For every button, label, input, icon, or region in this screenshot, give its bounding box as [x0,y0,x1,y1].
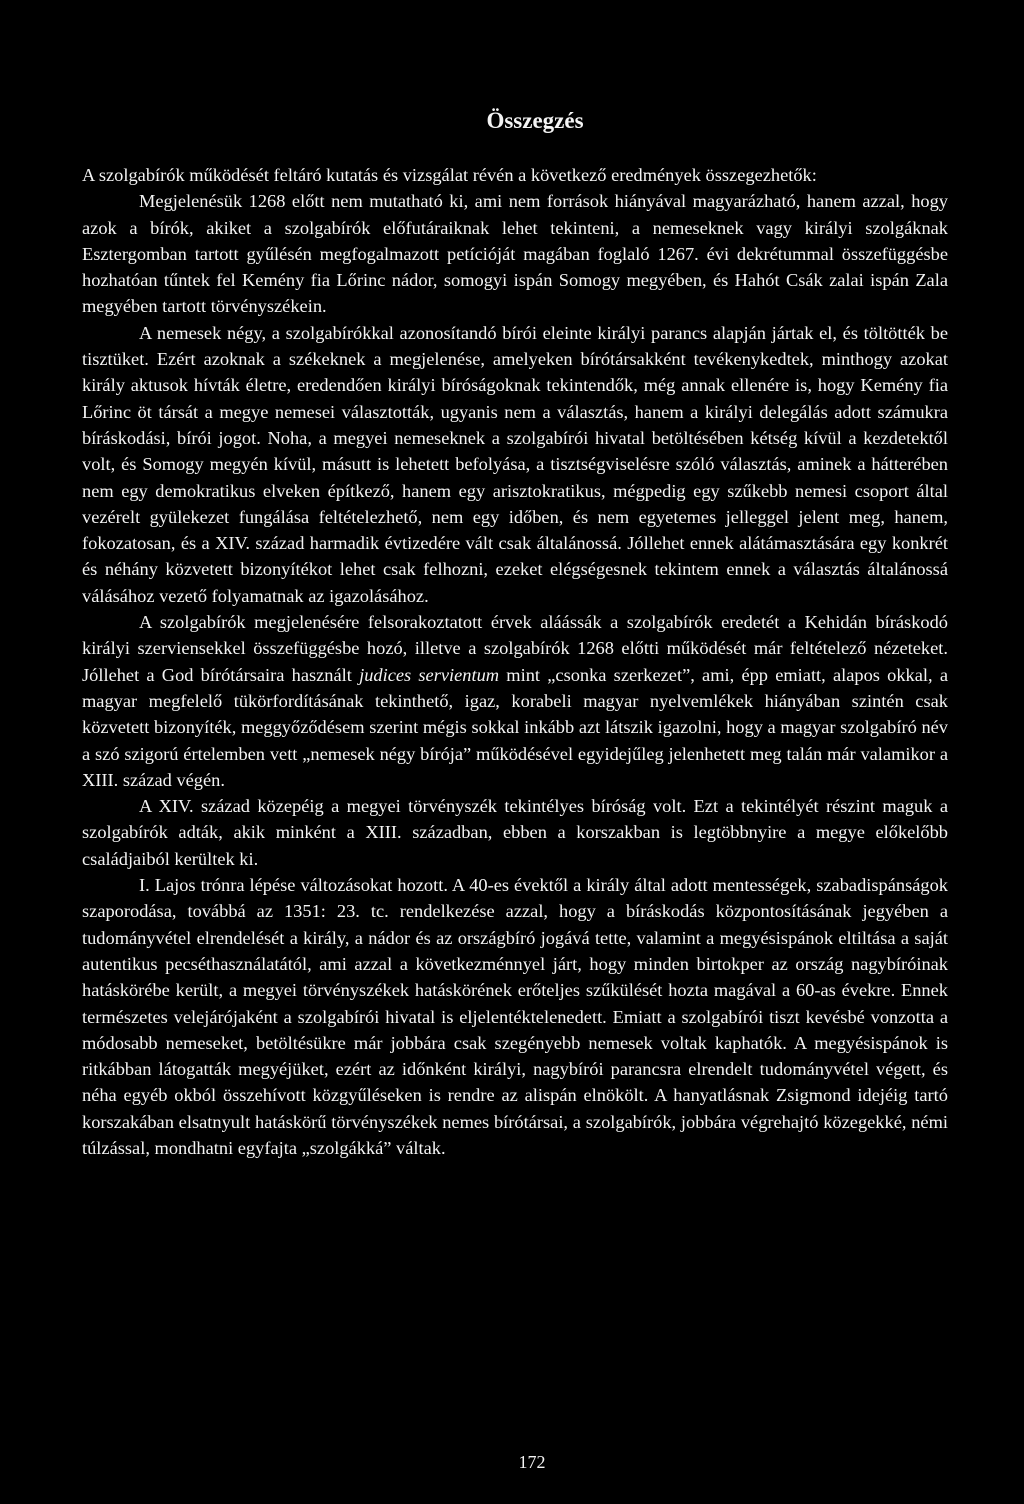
paragraph-4: A XIV. század közepéig a megyei törvényszék tekintélyes bíróság volt. Ezt a tekintélyét részint maguk a szolgabírók adták, akik minként a XIII. században, ebben a korszakban is legtöbbnyire a megye előkelőbb családjaiból kerültek ki. [82,796,948,869]
body-text [82,162,948,1161]
paragraph-5: I. Lajos trónra lépése változásokat hozott. A 40-es évektől a király által adott mentességek, szabadispánságok szaporodása, továbbá az 1351: 23. tc. rendelkezése azzal, hogy a bíráskodás központosításának jegyében a tudományvétel elrendelését a király, a nádor és az országbíró jogává tette, valamint a megyésispánok eltiltása a saját autentikus pecséthasználatától, ami azzal a következménnyel járt, hogy minden birtokper az ország nagybíróinak hatáskörébe került, a megyei törvényszékek hatáskörének erőteljes szűkülését hozta magával a 60-as évekre. Ennek természetes velejárójaként a szolgabírói hivatal is eljelentéktelenedett. Emiatt a szolgabírói tiszt kevésbé vonzotta a módosabb nemeseket, betöltésükre már jobbára csak szegényebb nemesek voltak kaphatók. A megyésispánok is ritkábban látogatták megyéjüket, ezért az időnként királyi, nagybírói parancsra elrendelt tudományvétel végett, és néha egyéb okból összehívott közgyűléseken is rendre az alispán elnökölt. A hanyatlásnak Zsigmond idejéig tartó korszakában elsatnyult hatáskörű törvényszékek nemes bírótársai, a szolgabírók, jobbára végrehajtó közegekké, némi túlzással, mondhatni egyfajta „szolgákká” váltak. [82,875,948,1158]
page-title: Összegzés [486,108,584,133]
paragraph-intro: A szolgabírók működését feltáró kutatás és vizsgálat révén a következő eredmények összegezhetők: [82,165,817,185]
paragraph-3 [82,609,948,793]
paragraph-2: A nemesek négy, a szolgabírókkal azonosítandó bírói eleinte királyi parancs alapján jártak el, és töltötték be tisztüket. Ezért azoknak a székeknek a megjelenése, amelyeken bírótársakként tevékenykedtek, minthogy azokat király aktusok hívták életre, eredendően királyi bíróságoknak tekintendők, még annak ellenére is, hogy Kemény fia Lőrinc öt társát a megye nemesei választották, ugyanis nem a választás, hanem a királyi delegálás adott számukra bíráskodási, bírói jogot. Noha, a megyei nemeseknek a szolgabírói hivatal betöltésében kétség kívül a kezdetektől volt, és Somogy megyén kívül, másutt is lehetett befolyása, a tisztségviselésre szóló választás, aminek a hátterében nem egy demokratikus elveken építkező, hanem egy arisztokratikus, mégpedig egy szűkebb nemesi csoport által vezérelt gyülekezet fungálása feltételezhető, nem egy időben, és nem egyetemes jelleggel jelent meg, hanem, fokozatosan, és a XIV. század harmadik évtizedére vált csak általánossá. Jóllehet ennek alátámasztására egy konkrét és néhány közvetett bizonyítékot lehet csak felhozni, ezeket elégségesnek tekintem ennek a választás általánossá válásához vezető folyamatnak az igazolásához. [82,322,948,606]
latin-term: judices servientum [359,664,500,685]
paragraph-3-text-a: A szolgabírók megjelenésére felsorakoztatott érvek aláássák a szolgabírók eredetét a Kehidán bíráskodó királyi szerviensekkel összefüggésbe hozó, illetve a szolgabírók 1268 előtti működését már feltételező nézeteket. Jóllehet a God bírótársaira használt [82,612,948,685]
paragraph-1: Megjelenésük 1268 előtt nem mutatható ki, ami nem források hiányával magyarázható, hanem azzal, hogy azok a bírók, akiket a szolgabírók előfutáraiknak lehet tekinteni, a nemeseknek vagy királyi szolgáknak Esztergomban tartott gyűlésén megfogalmazott petícióját magában foglaló 1267. évi dekrétummal összefüggésbe hozhatóan tűntek fel Kemény fia Lőrinc nádor, somogyi ispán Somogy megyében, és Hahót Csák zalai ispán Zala megyében tartott törvényszékein. [82,191,948,317]
page-content [82,100,948,1161]
page-number: 172 [518,1452,546,1472]
paragraph-3-text-b: mint „csonka szerkezet”, ami, épp emiatt, alapos okkal, a magyar megfelelő tükörfordításának tekinthető, igaz, korabeli magyar nyelvemlékek hiányában szintén csak közvetett bizonyíték, meggyőződésem szerint mégis sokkal inkább azt látszik igazolni, hogy a magyar szolgabíró név a szó szigorú értelemben vett „nemesek négy bírója” működésével egyidejűleg jelenhetett meg talán már valamikor a XIII. század végén. [82,664,948,790]
